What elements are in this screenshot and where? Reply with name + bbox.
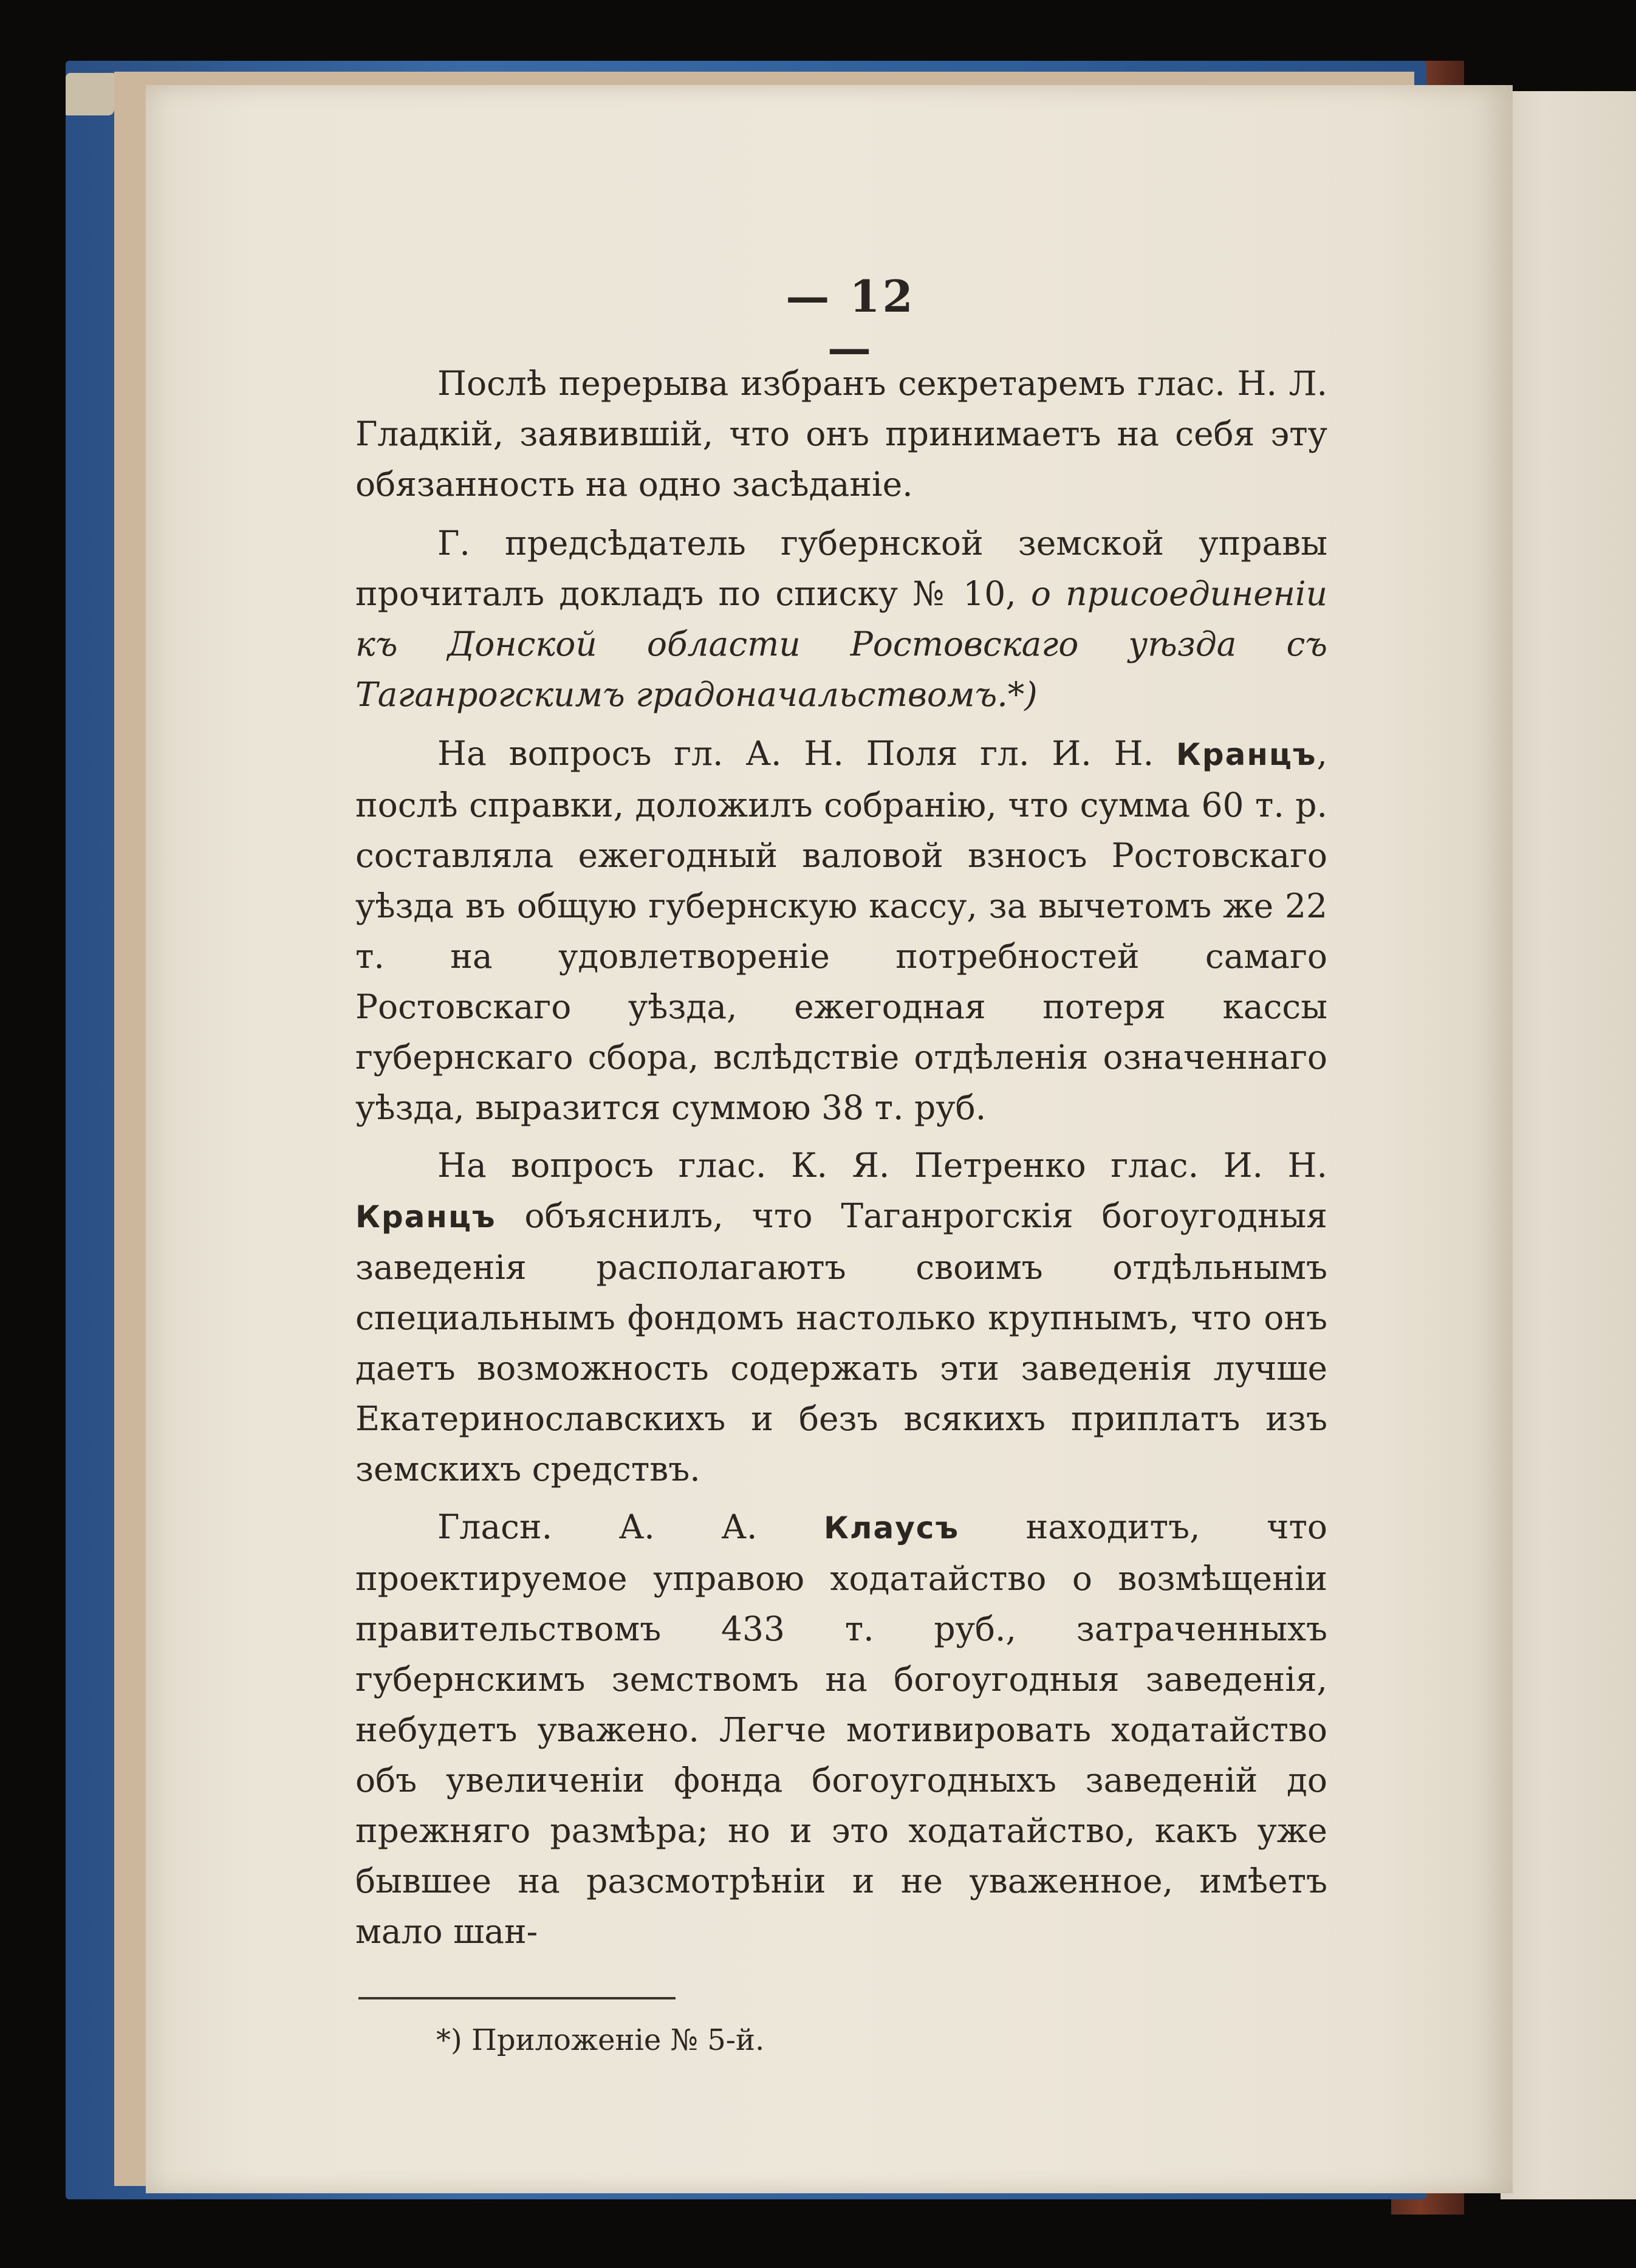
- paragraph: [355, 1502, 1327, 1957]
- paragraph-text: Послѣ перерыва избранъ секретаремъ глас. Н. Л. Гладкій, заявившій, что онъ принимаетъ на себя эту обязанность на одно засѣданіе.: [355, 364, 1327, 504]
- paragraph-italic-title: о присоединеніи къ Донской области Ростовскаго уѣзда съ Таганрогскимъ градоначальствомъ.*): [355, 574, 1327, 714]
- page-body: [355, 358, 1327, 1957]
- paragraph-text: На вопросъ глас. К. Я. Петренко глас. И. Н.: [437, 1146, 1327, 1185]
- paragraph-text: Гласн. А. А.: [437, 1507, 824, 1546]
- paragraph-text: , послѣ справки, доложилъ собранію, что сумма 60 т. р. составляла ежегодный валовой взносъ Ростовскаго уѣзда въ общую губернскую кассу, за вычетомъ же 22 т. на удовлетвореніе потребностей самаго Ростовскаго уѣзда, ежегодная потеря кассы губернскаго сбора, вслѣдствіе отдѣленія означеннаго уѣзда, выразится суммою 38 т. руб.: [355, 734, 1327, 1127]
- surname-bold: Кранцъ: [355, 1199, 496, 1235]
- paragraph-text: находитъ, что проектируемое управою ходатайство о возмѣщеніи правительствомъ 433 т. руб., затраченныхъ губернскимъ земствомъ на богоугодныя заведенія, небудетъ уважено. Легче мотивировать ходатайство объ увеличеніи фонда богоугодныхъ заведеній до прежняго размѣра; но и это ходатайство, какъ уже бывшее на разсмотрѣніи и не уваженное, имѣетъ мало шан-: [355, 1507, 1328, 1951]
- paragraph: [355, 1140, 1327, 1495]
- footnote-divider: [358, 1997, 676, 1999]
- surname-bold: Кранцъ: [1176, 737, 1317, 772]
- paragraph-text: Г. предсѣдатель губернской земской управы прочиталъ докладъ по списку № 10,: [355, 524, 1327, 613]
- cover-corner: [66, 73, 114, 115]
- paragraph: [355, 728, 1327, 1133]
- surname-bold: Клаусъ: [823, 1510, 960, 1546]
- adjacent-page-edge: [1501, 91, 1636, 2199]
- paragraph-text: объяснилъ, что Таганрогскія богоугодныя заведенія располагаютъ своимъ отдѣльнымъ специальнымъ фондомъ настолько крупнымъ, что онъ даетъ возможность содержать эти заведенія лучше Екатеринославскихъ и безъ всякихъ приплатъ изъ земскихъ средствъ.: [355, 1196, 1327, 1489]
- paragraph-text: На вопросъ гл. А. Н. Поля гл. И. Н.: [437, 734, 1176, 773]
- footnote: *) Приложеніе № 5-й.: [436, 2023, 765, 2057]
- paragraph: [355, 518, 1327, 720]
- page-number: — 12 —: [785, 270, 916, 374]
- paragraph: [355, 358, 1327, 510]
